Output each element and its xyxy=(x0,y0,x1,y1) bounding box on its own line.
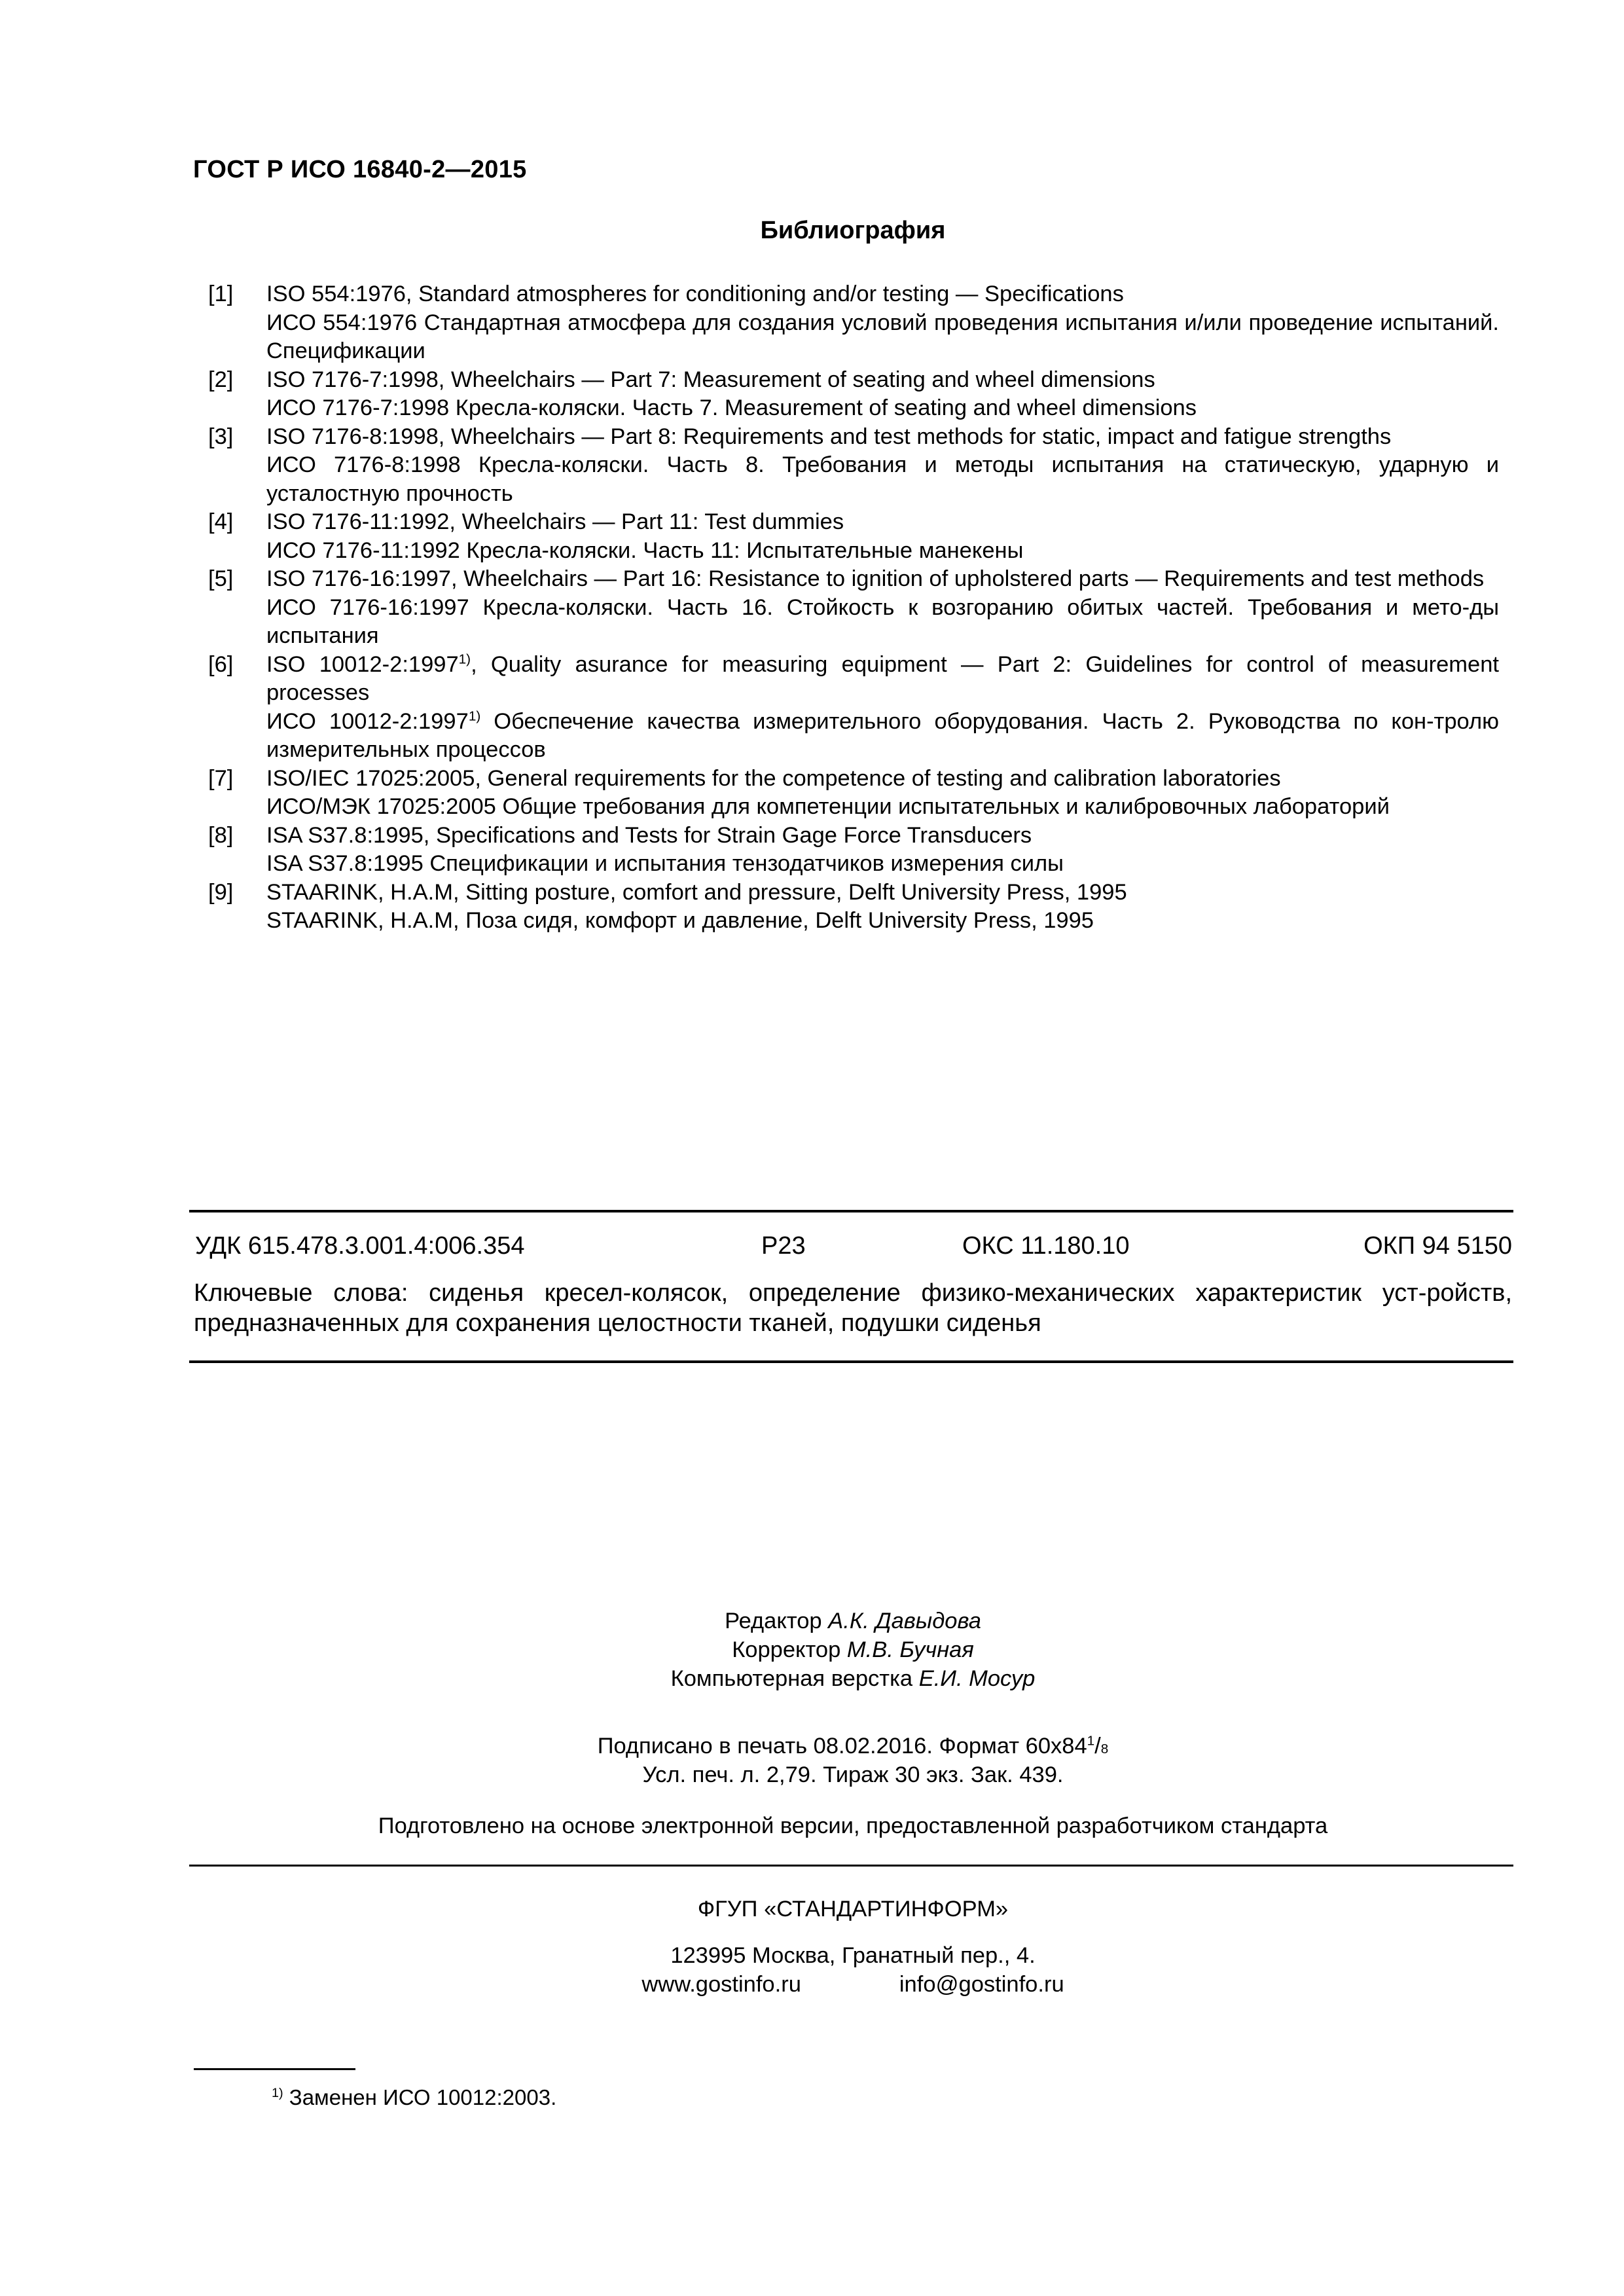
entry-number: [1] xyxy=(208,282,234,306)
bibliography-entry-9 xyxy=(208,879,1499,936)
layout-name: Е.И. Мосур xyxy=(918,1666,1036,1691)
bibliography-entry-3 xyxy=(208,423,1499,509)
keywords: Ключевые слова: сиденья кресел-колясок, определение физико-механических характеристик уст-ройств, предназначенных для сохранения целостности тканей, подушки сиденья xyxy=(194,1279,1512,1337)
entry-english-title: ISO 554:1976, Standard atmospheres for conditioning and/or testing — Specifications xyxy=(266,282,1124,306)
publisher-name: ФГУП «СТАНДАРТИНФОРМ» xyxy=(697,1897,1009,1922)
category-code: Р23 xyxy=(761,1232,806,1260)
layout-line: Компьютерная верстка Е.И. Мосур xyxy=(670,1666,1036,1691)
entry-english-title: STAARINK, H.A.M, Sitting posture, comfort and pressure, Delft University Press, 1995 xyxy=(266,879,1127,905)
classification-codes xyxy=(195,1232,1512,1262)
entry-number: [7] xyxy=(208,765,234,791)
publisher-contacts xyxy=(0,1971,1624,1999)
editor-name: А.К. Давыдова xyxy=(828,1609,981,1633)
signed-line: Подписано в печать 08.02.2016. Формат $60x84^1/8$ xyxy=(597,1733,1109,1758)
footnote-marker: 1) xyxy=(468,708,481,723)
entry-english-title: ISO 7176-8:1998, Wheelchairs — Part 8: Requirements and test methods for static, impact and fatigue strengths xyxy=(266,424,1392,449)
entry-number: [6] xyxy=(208,651,234,677)
entry-russian-title: ИСО 7176-8:1998 Кресла-коляски. Часть 8. Требования и методы испытания на статическую, ударную и усталостную прочность xyxy=(266,452,1499,506)
corrector-name: М.В. Бучная xyxy=(846,1637,974,1662)
publisher-email: info@gostinfo.ru xyxy=(899,1972,1064,1997)
entry-russian-title: ИСО 7176-7:1998 Кресла-коляски. Часть 7. Measurement of seating and wheel dimensions xyxy=(266,395,1197,420)
entry-english-title: ISA S37.8:1995, Specifications and Tests for Strain Gage Force Transducers xyxy=(266,822,1032,848)
entry-russian-title: ИСО 7176-16:1997 Кресла-коляски. Часть 16. Стойкость к возгоранию обитых частей. Требования и мето-ды испытания xyxy=(266,594,1499,648)
entry-number: [9] xyxy=(208,879,234,905)
prepared-note: Подготовлено на основе электронной версии, предоставленной разработчиком стандарта xyxy=(378,1813,1328,1838)
entry-russian-title: ИСО 7176-11:1992 Кресла-коляски. Часть 11: Испытательные манекены xyxy=(266,538,1024,563)
entry-number: [8] xyxy=(208,822,234,848)
entry-number: [5] xyxy=(208,566,234,591)
entry-russian-title: ISA S37.8:1995 Спецификации и испытания тензодатчиков измерения силы xyxy=(266,851,1064,876)
bibliography-entry-4 xyxy=(208,508,1499,565)
footnote-marker: 1) xyxy=(458,651,471,666)
editor-line: Редактор А.К. Давыдова xyxy=(725,1609,981,1633)
footnote: $^{1)}$ Заменен ИСО 10012:2003. xyxy=(272,2085,557,2109)
entry-number: [4] xyxy=(208,509,234,534)
bibliography-entry-2 xyxy=(208,366,1499,423)
entry-english-title: ISO 7176-16:1997, Wheelchairs — Part 16: Resistance to ignition of upholstered parts — Requirements and test methods xyxy=(266,566,1485,591)
entry-english-title: ISO 7176-7:1998, Wheelchairs — Part 7: Measurement of seating and wheel dimensions xyxy=(266,367,1155,392)
entry-number: [2] xyxy=(208,367,234,392)
publisher-rule xyxy=(189,1865,1513,1867)
entry-english-title: ISO 7176-11:1992, Wheelchairs — Part 11: Test dummies xyxy=(266,509,844,534)
footnote-rule xyxy=(194,2068,355,2070)
corrector-line: Корректор М.В. Бучная xyxy=(732,1637,974,1662)
udk-code: УДК 615.478.3.001.4:006.354 xyxy=(195,1232,525,1260)
classification-top-rule xyxy=(189,1210,1513,1212)
bibliography-entry-5 xyxy=(208,565,1499,651)
okp-code: ОКП 94 5150 xyxy=(1363,1232,1512,1260)
oks-code: ОКС 11.180.10 xyxy=(962,1232,1130,1260)
bibliography-entry-1 xyxy=(208,280,1499,366)
bibliography-entry-8 xyxy=(208,822,1499,879)
bibliography-list xyxy=(208,280,1499,936)
publisher-address: 123995 Москва, Гранатный пер., 4. xyxy=(670,1943,1036,1968)
entry-russian-title: ИСО 10012-2:1997$^{1)}$ Обеспечение качества измерительного оборудования. Часть 2. Руководства по кон-тролю измерительных процессов xyxy=(266,708,1499,762)
footnote-mark: 1) xyxy=(272,2086,283,2100)
classification-bottom-rule xyxy=(189,1360,1513,1363)
entry-english-title: ISO 10012-2:1997$^{1)}$, Quality asurance for measuring equipment — Part 2: Guidelines for control of measurement processes xyxy=(266,651,1500,705)
bibliography-entry-6 xyxy=(208,651,1499,765)
bibliography-entry-7 xyxy=(208,765,1499,822)
entry-russian-title: STAARINK, H.A.M, Поза сидя, комфорт и давление, Delft University Press, 1995 xyxy=(266,908,1094,933)
entry-russian-title: ИСО/МЭК 17025:2005 Общие требования для компетенции испытательных и калибровочных лабораторий xyxy=(266,794,1390,819)
publisher-website: www.gostinfo.ru xyxy=(641,1972,801,1997)
document-code: ГОСТ Р ИСО 16840-2—2015 xyxy=(193,156,527,183)
entry-english-title: ISO/IEC 17025:2005, General requirements for the competence of testing and calibration laboratories xyxy=(266,765,1281,791)
entry-number: [3] xyxy=(208,424,234,449)
print-info: Усл. печ. л. 2,79. Тираж 30 экз. Зак. 439. xyxy=(642,1762,1064,1787)
bibliography-title: Библиография xyxy=(760,217,946,244)
entry-russian-title: ИСО 554:1976 Стандартная атмосфера для создания условий проведения испытания и/или проведение испытаний. Спецификации xyxy=(266,310,1499,363)
